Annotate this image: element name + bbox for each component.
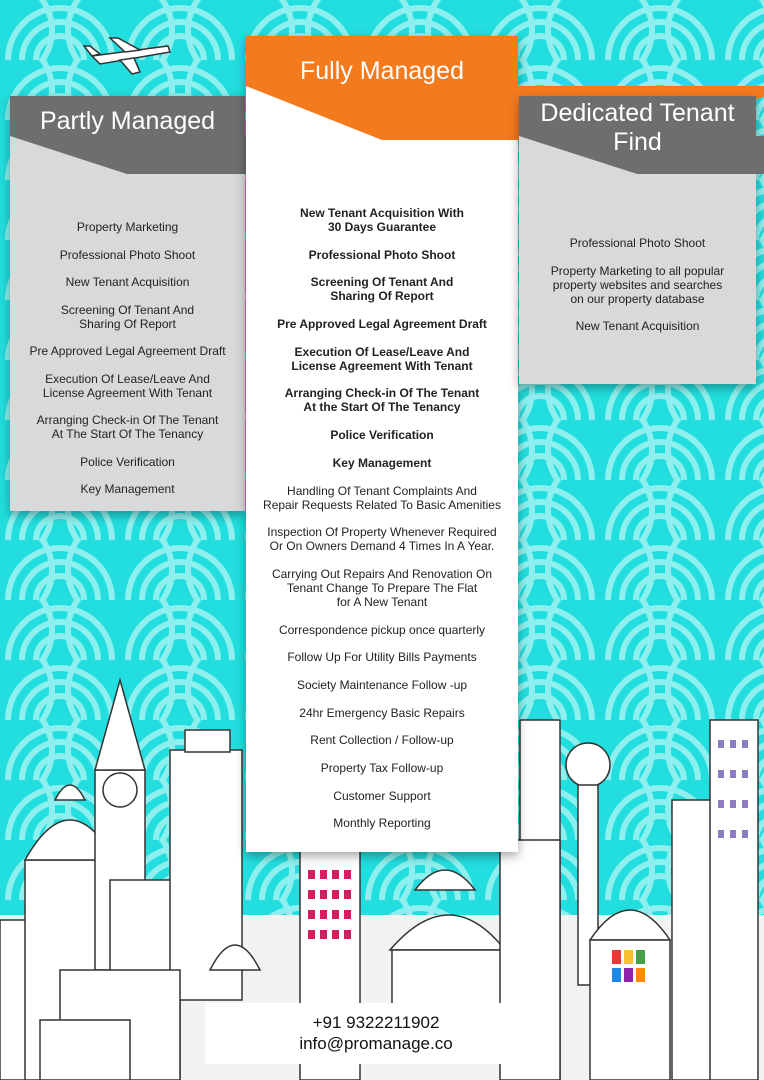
dedicated-tenant-find-title: Dedicated Tenant Find [540,99,735,156]
partly-list-item: Pre Approved Legal Agreement Draft [29,344,226,358]
fully-list-item: Customer Support [333,788,431,803]
fully-managed-header [246,36,518,86]
fully-list-item: Monthly Reporting [333,816,431,831]
fully-managed-title: Fully Managed [300,57,464,85]
fully-list-item: Society Maintenance Follow -up [296,677,468,692]
fully-list-item: Police Verification [330,428,434,443]
fully-managed-card [246,36,518,852]
dedicated-list-item: Property Marketing to all popular property websites and searches on our property database [550,263,725,306]
dedicated-list-item: Professional Photo Shoot [569,236,706,250]
partly-list-item: Execution Of Lease/Leave And License Agreement With Tenant [42,371,213,400]
partly-list-item: Screening Of Tenant And Sharing Of Report [60,302,195,331]
fully-list-item: Pre Approved Legal Agreement Draft [277,317,487,332]
partly-list-item: Key Management [80,482,175,496]
partly-list-item: Police Verification [80,454,175,469]
fully-list-item: Execution Of Lease/Leave And License Agreement With Tenant [291,344,473,373]
fully-list-item: Professional Photo Shoot [308,247,456,262]
fully-list-item: Key Management [332,455,432,470]
contact-box [205,1003,547,1064]
fully-managed-list [246,86,518,830]
dedicated-tenant-find-header [519,96,756,156]
dedicated-tenant-find-card [519,96,756,384]
partly-managed-header [10,96,245,136]
fully-list-item: New Tenant Acquisition With 30 Days Guarantee [300,206,464,234]
fully-list-item: Follow Up For Utility Bills Payments [287,650,477,665]
partly-list-item: Professional Photo Shoot [59,247,196,262]
partly-managed-title: Partly Managed [39,107,216,135]
partly-managed-list [10,136,245,496]
fully-list-item: Inspection Of Property Whenever Required Or On Owners Demand 4 Times In A Year. [267,525,497,554]
partly-list-item: Arranging Check-in Of The Tenant At The Start Of The Tenancy [36,413,219,441]
fully-list-item: Handling Of Tenant Complaints And Repair Requests Related To Basic Amenities [263,483,501,512]
fully-list-item: 24hr Emergency Basic Repairs [299,705,465,720]
contact-email[interactable]: info@promanage.co [299,1034,453,1053]
fully-list-item: Screening Of Tenant And Sharing Of Report [310,275,454,304]
fully-list-item: Property Tax Follow-up [320,761,444,775]
fully-list-item: Rent Collection / Follow-up [310,733,454,748]
dedicated-list-item: New Tenant Acquisition [575,319,700,333]
fully-list-item: Arranging Check-in Of The Tenant At the Start Of The Tenancy [284,386,480,415]
partly-list-item: New Tenant Acquisition [65,275,190,289]
partly-managed-card [10,96,245,511]
fully-list-item: Correspondence pickup once quarterly [278,622,486,637]
contact-phone[interactable]: +91 9322211902 [312,1013,440,1032]
partly-list-item: Property Marketing [76,220,179,234]
fully-list-item: Carrying Out Repairs And Renovation On Tenant Change To Prepare The Flat for A New Tenant [271,566,493,609]
